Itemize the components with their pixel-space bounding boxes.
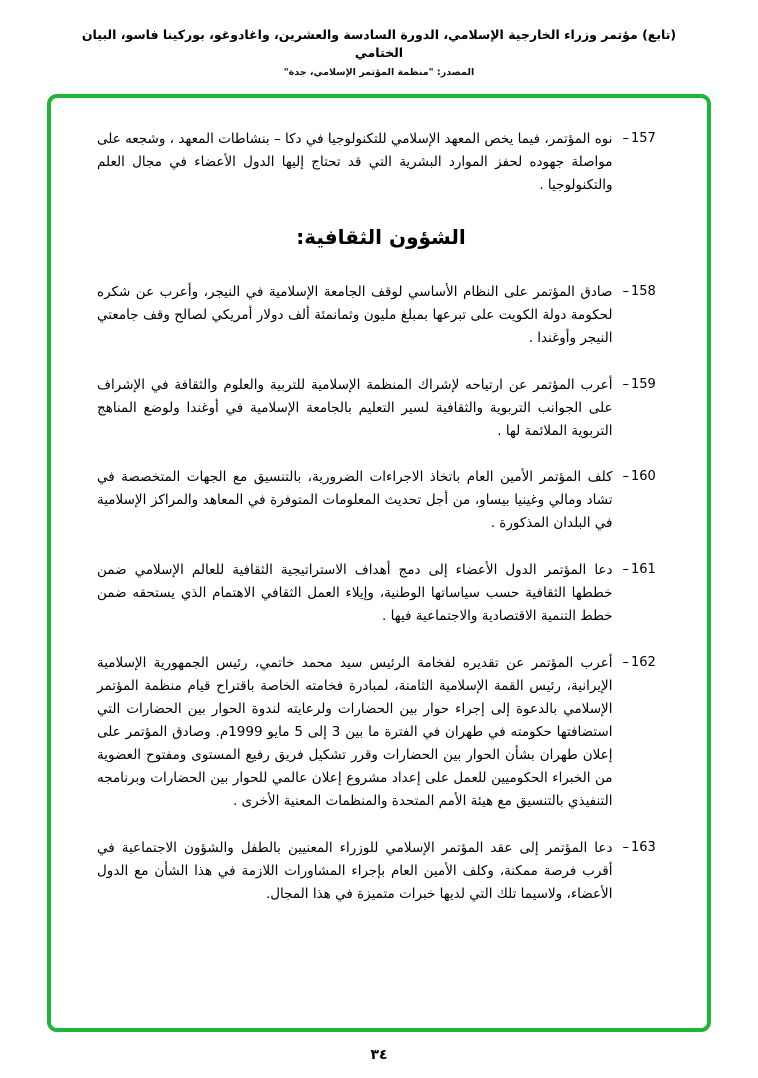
paragraph-text: دعا المؤتمر الدول الأعضاء إلى دمج أهداف الاستراتيجية الثقافية للعالم الإسلامي ضمن خططها الثقافية حسب سياساتها الوطنية، وإيلاء العمل الثقافي الاهتمام الذي يستحقه ضمن خطط التنمية الاقتصادية والاجتماعية فيها . [97,562,613,625]
paragraph-text: كلف المؤتمر الأمين العام باتخاذ الاجراءات الضرورية، بالتنسيق مع الجهات المتخصصة في تشاد ومالي وغينيا بيساو، من أجل تحديث المعلومات المتوفرة في المعاهد والمراكز الإسلامية في البلدان المذكورة . [97,469,613,532]
paragraph-text: أعرب المؤتمر عن تقديره لفخامة الرئيس سيد محمد خاتمي، رئيس الجمهورية الإسلامية الإيرانية، رئيس القمة الإسلامية الثامنة، لمبادرة فخامته الخاصة باقتراح قيام منظمة المؤتمر الإسلامي بالدعوة إلى إجراء حوار بين الحضارات ولرعايته لندوة الحوار بين الحضارات التي استضافتها حكومته في طهران في الفترة ما بين 3 إلى 5 مايو 1999م. وصادق المؤتمر على إعلان طهران بشأن الحوار بين الحضارات وقرر تشكيل فريق رفيع المستوى ومفتوح العضوية من الخبراء الحكوميين للعمل على إعداد مشروع إعلان عالمي للحوار بين الحضارات وبرنامجه التنفيذي بالتنسيق مع هيئة الأمم المتحدة والمنظمات المعنية الأخرى . [97,655,613,809]
paragraph-dash: – [622,562,629,578]
paragraph-161 [97,559,665,628]
page-number: ٣٤ [370,1047,388,1063]
paragraph-text: دعا المؤتمر إلى عقد المؤتمر الإسلامي للوزراء المعنيين بالطفل والشؤون الاجتماعية في أقرب فرصة ممكنة، وكلف الأمين العام بإجراء المشاورات اللازمة في هذا الشأن مع الدول الأعضاء، ولاسيما تلك التي لديها خبرات متميزة في هذا المجال. [97,839,613,902]
paragraph-dash: – [622,376,629,392]
paragraph-number: 158 [631,283,656,299]
paragraph-text: صادق المؤتمر على النظام الأساسي لوقف الجامعة الإسلامية في النيجر، وأعرب عن شكره لحكومة دولة الكويت على تبرعها بمبلغ مليون وثمانمئة ألف دولار أمريكي لصالح وقف جامعتي النيجر وأوغندا . [97,283,613,346]
paragraph-160 [97,466,665,535]
paragraph-157 [97,128,665,197]
paragraph-number: 159 [631,376,656,392]
paragraph-dash: – [622,655,629,671]
paragraph-number: 160 [631,469,656,485]
document-header [0,0,758,78]
paragraph-dash: – [622,131,629,146]
header-title: (تابع) مؤتمر وزراء الخارجية الإسلامي، الدورة السادسة والعشرين، واغادوغو، بوركينا فاسو، البيان الختامي [81,27,677,60]
paragraph-162 [97,652,665,813]
paragraph-158 [97,281,665,350]
paragraph-dash: – [622,469,629,485]
paragraph-dash: – [622,283,629,299]
page-footer [0,1044,758,1063]
paragraph-159 [97,374,665,443]
paragraph-163 [97,837,665,906]
paragraph-number: 163 [631,839,656,855]
content-frame [47,94,711,1032]
paragraph-number: 161 [631,562,656,578]
paragraph-text: نوه المؤتمر، فيما يخص المعهد الإسلامي للتكنولوجيا في دكا – بنشاطات المعهد ، وشجعه على مواصلة جهوده لحفز الموارد البشرية التي قد تحتاج إليها الدول الأعضاء في مجال العلم والتكنولوجيا . [97,131,613,193]
section-heading: الشؤون الثقافية: [296,224,466,249]
paragraph-dash: – [622,839,629,855]
header-source: المصدر: "منظمة المؤتمر الإسلامي، جدة" [283,67,475,78]
paragraph-text: أعرب المؤتمر عن ارتياحه لإشراك المنظمة الإسلامية للتربية والعلوم والثقافة في الإشراف على الجوانب التربوية والثقافية لسير التعليم بالجامعة الإسلامية في أوغندا ولوضع المناهج التربوية الملائمة لها . [97,376,613,439]
paragraph-number: 157 [631,131,656,146]
paragraph-number: 162 [631,655,656,671]
